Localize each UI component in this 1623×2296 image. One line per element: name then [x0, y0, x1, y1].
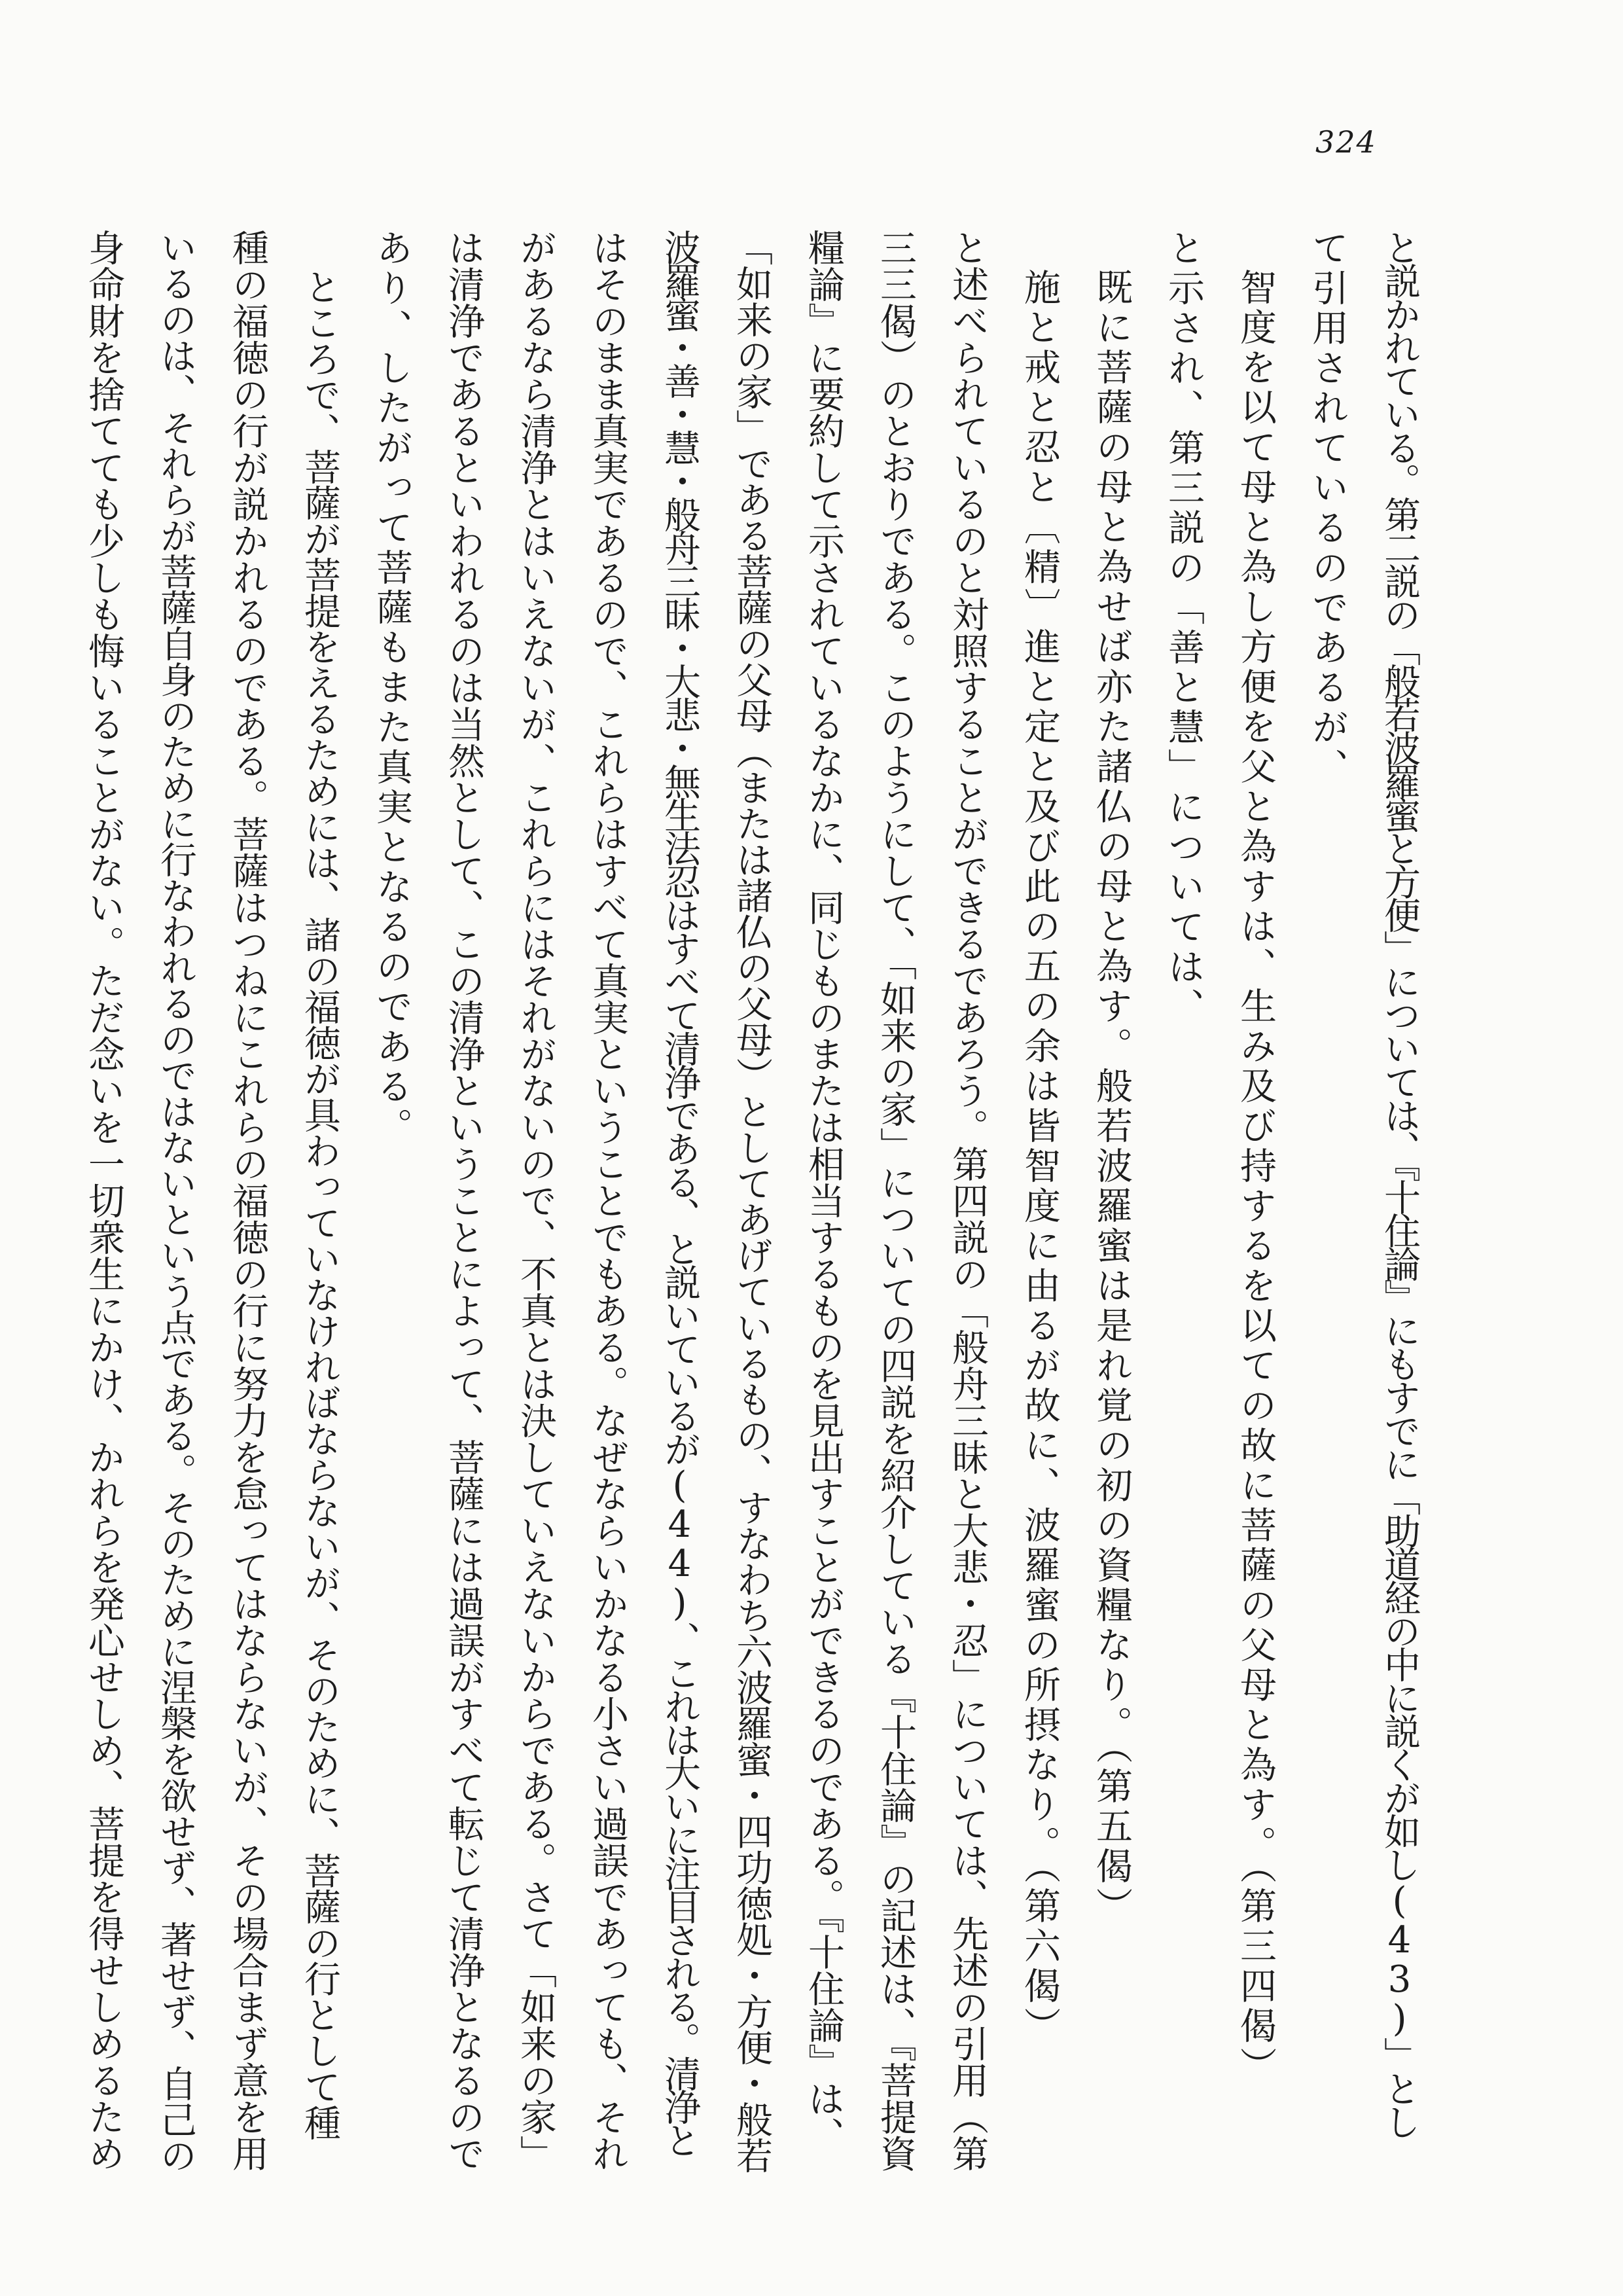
- text-line: ところで、菩薩が菩提をえるためには、諸の福徳が具わっていなければならないが、そのために、菩薩の行として種: [298, 268, 341, 2140]
- text-line: 三三偈）のとおりである。このようにして、「如来の家」についての四説を紹介している『十住論』の記述は、『菩提資: [874, 229, 917, 2172]
- text-line: 種の福徳の行が説かれるのである。菩薩はつねにこれらの福徳の行に努力を怠ってはならないが、その場合まず意を用: [226, 229, 269, 2172]
- text-line: はそのまま真実であるので、これらはすべて真実ということでもある。なぜならいかなる小さい過誤であっても、それ: [586, 229, 629, 2172]
- text-line: は清浄であるといわれるのは当然として、この清浄ということによって、菩薩には過誤がすべて転じて清浄となるので: [442, 229, 485, 2172]
- text-line: と示され、第三説の「善と慧」については、: [1162, 229, 1205, 1028]
- page-number: 324: [1315, 124, 1377, 160]
- text-line: 身命財を捨てても少しも悔いることがない。ただ念いを一切衆生にかけ、かれらを発心せしめ、菩提を得せしめるため: [82, 229, 125, 2172]
- text-line: 糧論』に要約して示されているなかに、同じものまたは相当するものを見出すことができるのである。『十住論』は、: [802, 229, 845, 2153]
- quoted-verse: 智度を以て母と為し方便を父と為すは、生み及び持するを以ての故に菩薩の父母と為す。（第三四偈）: [1234, 268, 1277, 2087]
- text-line: と説かれている。第二説の「般若波羅蜜と方便」については、『十住論』にもすでに「助道経の中に説くが如し(43)」とし: [1378, 229, 1421, 2137]
- quoted-verse: 既に菩薩の母と為せば亦た諸仏の母と為す。般若波羅蜜は是れ覚の初の資糧なり。（第五偈）: [1090, 268, 1133, 1927]
- text-line: があるなら清浄とはいえないが、これらにはそれがないので、不真とは決していえないからである。さて「如来の家」: [514, 229, 557, 2172]
- text-line: と述べられているのと対照することができるであろう。第四説の「般舟三昧と大悲・忍」については、先述の引用（第: [946, 229, 989, 2172]
- text-line: 波羅蜜・善・慧・般舟三昧・大悲・無生法忍はすべて清浄である、と説いているが(44)、これは大いに注目される。清浄と: [658, 229, 701, 2155]
- text-line: あり、したがって菩薩もまた真実となるのである。: [370, 229, 413, 1147]
- quoted-verse: 施と戒と忍と〔精〕進と定と及び此の五の余は皆智度に由るが故に、波羅蜜の所摂なり。（第六偈）: [1018, 268, 1061, 2047]
- text-line: いるのは、それらが菩薩自身のために行なわれるのではないという点である。そのために涅槃を欲せず、著せず、自己の: [154, 229, 197, 2173]
- text-line: 「如来の家」である菩薩の父母（または諸仏の父母）としてあげているもの、すなわち六波羅蜜・四功徳処・方便・般若: [730, 229, 773, 2173]
- text-line: て引用されているのであるが、: [1306, 229, 1349, 788]
